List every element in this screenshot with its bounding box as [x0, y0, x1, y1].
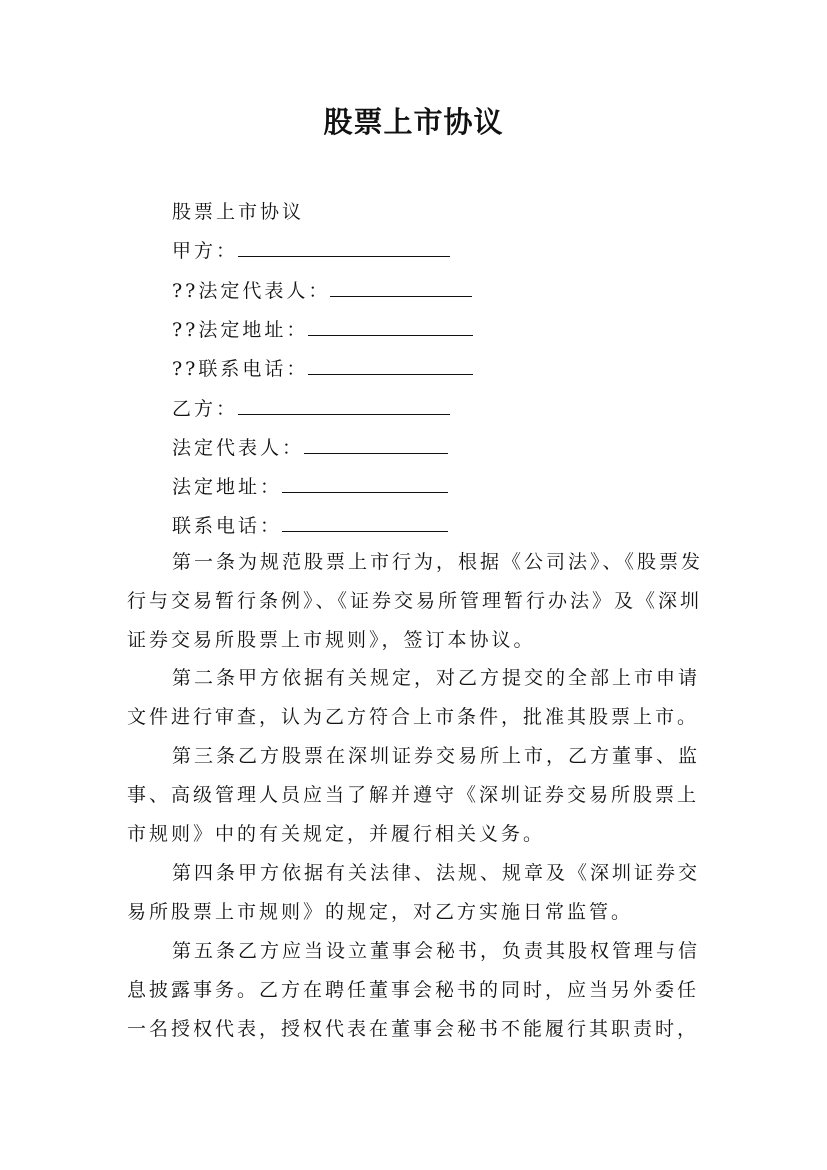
article-2 — [127, 659, 703, 737]
fill-blank — [238, 238, 450, 257]
field-label: ??联系电话： — [172, 358, 309, 380]
field-label: 甲方： — [172, 240, 239, 262]
field-label: 法定地址： — [172, 476, 283, 498]
field-label: 法定代表人： — [172, 437, 305, 459]
party-b-field — [172, 396, 450, 421]
fill-blank — [282, 474, 448, 493]
article-3 — [127, 737, 703, 854]
paragraph-line: 息披露事务。乙方在聘任董事会秘书的同时，应当另外委任 — [127, 979, 700, 1001]
paragraph-line: 第二条甲方依据有关规定，对乙方提交的全部上市申请 — [172, 667, 701, 689]
party-a-legal-rep-field — [172, 278, 472, 303]
paragraph-line: 第五条乙方应当设立董事会秘书，负责其股权管理与信 — [172, 940, 701, 962]
party-a-phone-field — [172, 356, 473, 381]
field-label: ??法定地址： — [172, 319, 309, 341]
fill-blank — [308, 356, 473, 375]
fill-blank — [308, 317, 473, 336]
paragraph-line: 第四条甲方依据有关法律、法规、规章及《深圳证券交 — [172, 862, 701, 884]
fill-blank — [282, 513, 448, 532]
paragraph-line: 文件进行审查，认为乙方符合上市条件，批准其股票上市。 — [127, 706, 700, 728]
fill-blank — [238, 396, 450, 415]
party-b-legal-rep-field — [172, 435, 448, 460]
fill-blank — [330, 278, 472, 297]
paragraph-line: 第三条乙方股票在深圳证券交易所上市，乙方董事、监 — [172, 745, 701, 767]
heading-repeat: 股票上市协议 — [172, 201, 305, 223]
party-b-phone-field — [172, 513, 448, 538]
field-label: 乙方： — [172, 398, 239, 420]
article-5 — [127, 932, 703, 1049]
document-title: 股票上市协议 — [323, 105, 504, 139]
paragraph-line: 市规则》中的有关规定，并履行相关义务。 — [127, 823, 546, 845]
party-a-address-field — [172, 317, 473, 342]
paragraph-line: 一名授权代表，授权代表在董事会秘书不能履行其职责时， — [127, 1018, 700, 1040]
field-label: 联系电话： — [172, 515, 283, 537]
article-1 — [127, 543, 703, 660]
field-label: ??法定代表人： — [172, 280, 331, 302]
paragraph-line: 事、高级管理人员应当了解并遵守《深圳证券交易所股票上 — [127, 784, 700, 806]
party-b-address-field — [172, 474, 448, 499]
paragraph-line: 第一条为规范股票上市行为，根据《公司法》、《股票发 — [172, 551, 704, 573]
fill-blank — [304, 435, 448, 454]
paragraph-line: 证券交易所股票上市规则》，签订本协议。 — [127, 629, 536, 651]
paragraph-line: 易所股票上市规则》的规定，对乙方实施日常监管。 — [127, 901, 634, 923]
party-a-field — [172, 238, 450, 263]
article-4 — [127, 854, 703, 932]
paragraph-line: 行与交易暂行条例》、《证券交易所管理暂行办法》及《深圳 — [127, 590, 703, 612]
